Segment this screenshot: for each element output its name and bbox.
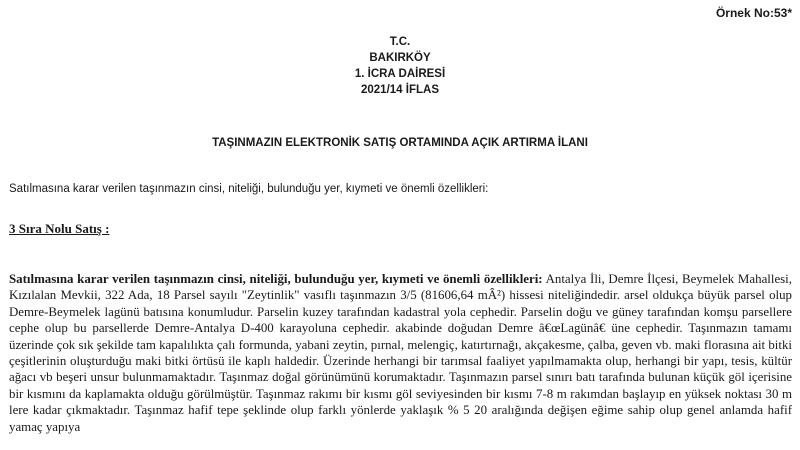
header-line-district: BAKIRKÖY xyxy=(369,52,431,64)
sale-heading: 3 Sıra Nolu Satış : xyxy=(9,221,110,236)
header-line-office: 1. İCRA DAİRESİ xyxy=(354,68,446,80)
notice-title: TAŞINMAZIN ELEKTRONİK SATIŞ ORTAMINDA AÇIK ARTIRMA İLANI xyxy=(212,137,588,149)
court-header xyxy=(0,34,800,98)
property-description xyxy=(9,271,792,435)
description-label: Satılmasına karar verilen taşınmazın cinsi, niteliği, bulunduğu yer, kıymeti ve önemli özellikleri: xyxy=(9,272,543,286)
example-number: Örnek No:53* xyxy=(715,6,792,20)
description-text: Antalya İli, Demre İlçesi, Beymelek Mahallesi, Kızılalan Mevkii, 322 Ada, 18 Parsel sayılı "Zeytinlik" vasıflı taşınmazın 3/5 (81606,64 mÂ²) hissesi niteliğindedir. arsel oldukça büyük parsel olup Demre-Beymelek lagünü batısına konumludur. Parselin kuzey tarafından kadastral yola cephedir. Parselin doğu ve güney tarafından komşu parsellere cephe olup bu parsellerde Demre-Antalya D-400 karayoluna cephedir. akabinde doğudan Demre â€œLagünâ€ üne cephedir. Taşınmazın tamamı üzerinde çok sık şekilde tam kapalılıkta çalı formunda, yabani zeytin, pırnal, melengiç, katırtırnağı, akçakesme, çalba, geven vb. maki florasına ait bitki çeşitlerinin oluşturduğu maki bitki örtüsü ile kaplı haldedir. Üzerinde herhangi bir tarımsal faaliyet yapılmamakta olup, herhangi bir yapı, tesis, kültür ağacı vb beşeri unsur bulunmamaktadır. Taşınmaz doğal görünümünü korumaktadır. Taşınmazın parsel sınırı batı tarafında bulunan küçük göl içerisine bir kısmını da kaplamakta olduğu görülmüştür. Taşınmaz rakımı bir kısmı göl seviyesinden bir kısmı 7-8 m rakımdan başlayıp en yüksek noktası 30 m lere kadar çıkmaktadır. Taşınmaz hafif tepe şeklinde olup farklı yönlerde yaklaşık % 5 20 aralığında değişen eğime sahip olup genel anlamda hafif yamaç yapıya xyxy=(9,272,792,434)
header-line-file-number: 2021/14 İFLAS xyxy=(361,84,439,96)
intro-text: Satılmasına karar verilen taşınmazın cinsi, niteliği, bulunduğu yer, kıymeti ve önemli özellikleri: xyxy=(9,183,489,195)
header-line-tc: T.C. xyxy=(389,36,411,48)
